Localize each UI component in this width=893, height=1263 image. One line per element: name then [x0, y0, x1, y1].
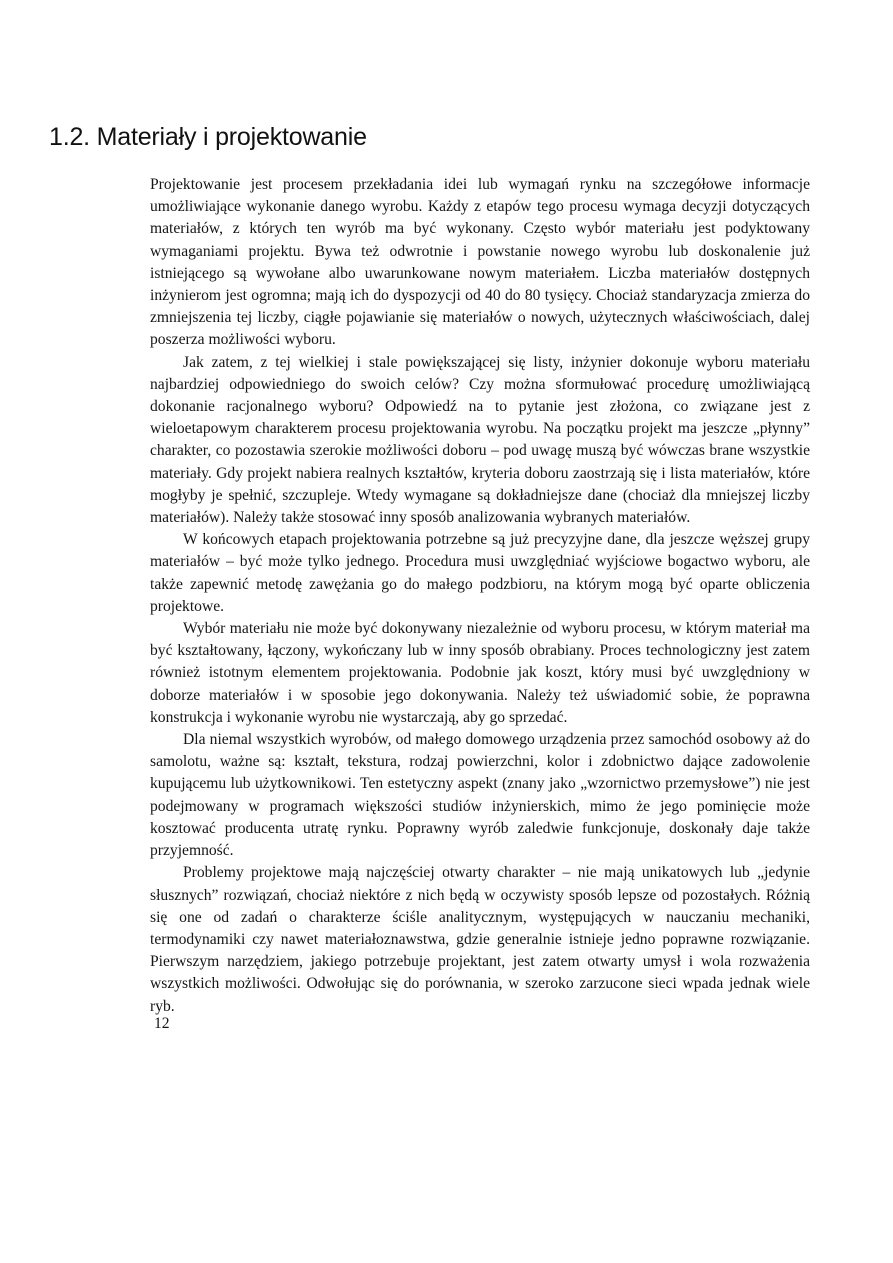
- paragraph: Problemy projektowe mają najczęściej otwarty charakter – nie mają unikatowych lub „jedynie słusznych” rozwiązań, chociaż niektóre z nich będą w oczywisty sposób lepsze od pozostałych. Różnią się one od zadań o charakterze ściśle analitycznym, występujących w nauczaniu mechaniki, termodynamiki czy nawet materiałoznawstwa, gdzie generalnie istnieje jedno poprawne rozwiązanie. Pierwszym narzędziem, jakiego potrzebuje projektant, jest zatem otwarty umysł i wola rozważenia wszystkich możliwości. Odwołując się do porównania, w szeroko zarzucone sieci wpada jednak wiele ryb.: [150, 864, 810, 1015]
- paragraph: Wybór materiału nie może być dokonywany niezależnie od wyboru procesu, w którym materiał ma być kształtowany, łączony, wykończany lub w inny sposób obrabiany. Proces technologiczny jest zatem również istotnym elementem projektowania. Podobnie jak koszt, który musi być uwzględniony w doborze materiałów i w sposobie jego dokonywania. Należy też uświadomić sobie, że poprawna konstrukcja i wykonanie wyrobu nie wystarczają, aby go sprzedać.: [150, 620, 810, 726]
- page-number: 12: [154, 1015, 170, 1032]
- section-title: 1.2. Materiały i projektowanie: [49, 123, 367, 151]
- paragraph: Projektowanie jest procesem przekładania idei lub wymagań rynku na szczegółowe informacje umożliwiające wykonanie danego wyrobu. Każdy z etapów tego procesu wymaga decyzji dotyczących materiałów, z których ten wyrób ma być wykonany. Często wybór materiału jest podyktowany wymaganiami projektu. Bywa też odwrotnie i powstanie nowego wyrobu lub doskonalenie już istniejącego są wywołane albo uwarunkowane nowym materiałem. Liczba materiałów dostępnych inżynierom jest ogromna; mają ich do dyspozycji od 40 do 80 tysięcy. Chociaż standaryzacja zmierza do zmniejszenia tej liczby, ciągłe pojawianie się materiałów o nowych, użytecznych właściwościach, dalej poszerza możliwości wyboru.: [150, 176, 810, 349]
- paragraph: Dla niemal wszystkich wyrobów, od małego domowego urządzenia przez samochód osobowy aż do samolotu, ważne są: kształt, tekstura, rodzaj powierzchni, kolor i zdobnictwo dające zadowolenie kupującemu lub użytkownikowi. Ten estetyczny aspekt (znany jako „wzornictwo przemysłowe”) nie jest podejmowany w programach większości studiów inżynierskich, mimo że jego pominięcie może kosztować producenta utratę rynku. Poprawny wyrób zaledwie funkcjonuje, doskonały daje także przyjemność.: [150, 731, 810, 860]
- paragraph: W końcowych etapach projektowania potrzebne są już precyzyjne dane, dla jeszcze węższej grupy materiałów – być może tylko jednego. Procedura musi uwzględniać wyjściowe bogactwo wyboru, ale także zapewnić metodę zawężania go do małego podzbioru, na którym mogą być oparte obliczenia projektowe.: [150, 531, 810, 615]
- body-text: [150, 174, 810, 1018]
- paragraph: Jak zatem, z tej wielkiej i stale powiększającej się listy, inżynier dokonuje wyboru materiału najbardziej odpowiedniego do swoich celów? Czy można sformułować procedurę umożliwiającą dokonanie racjonalnego wyboru? Odpowiedź na to pytanie jest złożona, co związane jest z wieloetapowym charakterem procesu projektowania wyrobu. Na początku projekt ma jeszcze „płynny” charakter, co pozostawia szerokie możliwości doboru – pod uwagę muszą być wówczas brane wszystkie materiały. Gdy projekt nabiera realnych kształtów, kryteria doboru zaostrzają się i lista materiałów, które mogłyby je spełnić, szczupleje. Wtedy wymagane są dokładniejsze dane (chociaż dla mniejszej liczby materiałów). Należy także stosować inny sposób analizowania wybranych materiałów.: [150, 353, 810, 527]
